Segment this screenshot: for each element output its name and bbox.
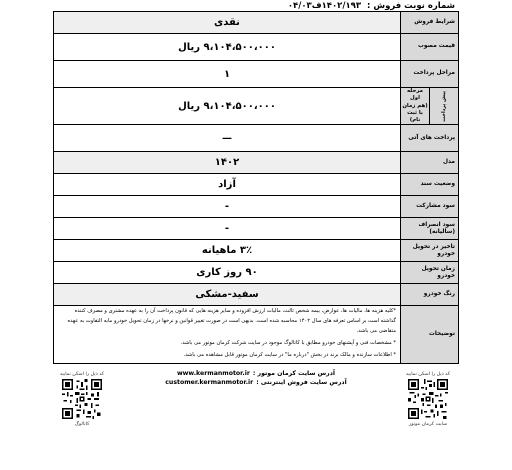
- qr-code-icon: [408, 379, 448, 419]
- value-annual-compensation: -: [54, 218, 401, 240]
- label-sale-terms: شرایط فروش: [401, 12, 459, 34]
- row-delivery-time: [54, 262, 459, 284]
- footer-site-url[interactable]: www.kermanmotor.ir: [176, 370, 250, 377]
- qr-code-icon: [62, 379, 102, 419]
- qr-catalog-top-caption: کد ذیل را اسکن نمایید: [59, 372, 105, 377]
- value-payment-stages: ۱: [54, 61, 401, 88]
- label-payment-stages: مراحل پرداخت: [401, 61, 459, 88]
- notes-line-1: *کلیه هزینه ها، مالیات ها، عوارض، بیمه شخص ثالث، مالیات ارزش افزوده و سایر هزینه هایی که قانون پرداخت آن را به عهده مشتری و مصرف کننده: [74, 308, 396, 315]
- sale-turn-value: ۱۴۰۲/۱۹۳ف۰۴/۰۳: [287, 1, 362, 11]
- label-partnership-profit: سود مشارکت: [401, 196, 459, 218]
- value-notes: [54, 306, 401, 364]
- value-delivery-delay: ۳٪ ماهیانه: [54, 240, 401, 262]
- label-annual-compensation: سود انصراف (سالیانه): [401, 218, 459, 240]
- row-document-status: [54, 174, 459, 196]
- qr-website-top-caption: کد ذیل را اسکن نمایید: [405, 372, 451, 377]
- label-delivery-time: زمان تحویل خودرو: [401, 262, 459, 284]
- footer-addresses: [150, 370, 362, 388]
- footer-sales-label: آدرس سایت فروش اینترنتی :: [256, 378, 347, 386]
- row-future-payments: [54, 125, 459, 152]
- notes-line-2: گذاشته است بر اساس تعرفه های سال ۱۴۰۲ محاسبه شده است. بدیهی است در صورت تغییر قوانین و نرخها در زمان تحویل خودرو مابه التفاوت به عهده: [67, 318, 396, 325]
- value-sale-terms: نقدی: [54, 12, 401, 34]
- label-approved-price: قیمت مصوب: [401, 34, 459, 61]
- label-color: رنگ خودرو: [401, 284, 459, 306]
- label-future-payments: پرداخت های آتی: [401, 125, 459, 152]
- label-document-status: وضعیت سند: [401, 174, 459, 196]
- qr-catalog: [54, 372, 110, 427]
- notes-line-3: متقاضی می باشد.: [356, 328, 396, 335]
- footer-sales-row: [150, 379, 362, 388]
- label-prepayment: پیش پرداخت: [430, 88, 459, 125]
- row-sale-terms: [54, 12, 459, 34]
- label-delivery-delay: تاخیر در تحویل خودرو: [401, 240, 459, 262]
- label-model: مدل: [401, 152, 459, 174]
- qr-website-caption: سایت کرمان موتور: [408, 422, 448, 427]
- row-approved-price: [54, 34, 459, 61]
- value-approved-price: ۹،۱۰۴،۵۰۰،۰۰۰ ریال: [54, 34, 401, 61]
- value-future-payments: —: [54, 125, 401, 152]
- row-annual-compensation: [54, 218, 459, 240]
- value-first-stage: ۹،۱۰۴،۵۰۰،۰۰۰ ریال: [54, 88, 401, 125]
- label-first-stage: مرحله اول (هم زمان با ثبت نام): [402, 88, 428, 124]
- row-partnership-profit: [54, 196, 459, 218]
- sale-turn-number: [260, 1, 455, 11]
- value-delivery-time: ۹۰ روز کاری: [54, 262, 401, 284]
- sale-turn-label: شماره نوبت فروش :: [366, 1, 455, 11]
- row-payment-stages: [54, 61, 459, 88]
- value-color: سفید-مشکی: [54, 284, 401, 306]
- row-delivery-delay: [54, 240, 459, 262]
- notes-line-4: * مشخصات فنی و آپشنهای خودرو مطابق با کاتالوگ موجود در سایت شرکت کرمان موتور می باشد.: [180, 339, 396, 346]
- value-model: ۱۴۰۲: [54, 152, 401, 174]
- qr-catalog-caption: کاتالوگ: [74, 422, 90, 427]
- row-color: [54, 284, 459, 306]
- row-notes: [54, 306, 459, 364]
- value-document-status: آزاد: [54, 174, 401, 196]
- value-partnership-profit: -: [54, 196, 401, 218]
- footer-site-row: [150, 370, 362, 379]
- row-first-stage: [54, 88, 459, 125]
- footer-sales-url[interactable]: customer.kermanmotor.ir: [165, 378, 254, 386]
- footer-site-label: آدرس سایت کرمان موتور :: [252, 370, 336, 377]
- label-notes: توضیحات: [401, 306, 459, 364]
- qr-website: [400, 372, 456, 427]
- sale-conditions-table: [53, 11, 459, 364]
- row-model: [54, 152, 459, 174]
- notes-line-5: * اطلاعات سازنده و مالک برند در بخش "درباره ما" در سایت کرمان موتور قابل مشاهده می باشد.: [183, 351, 396, 358]
